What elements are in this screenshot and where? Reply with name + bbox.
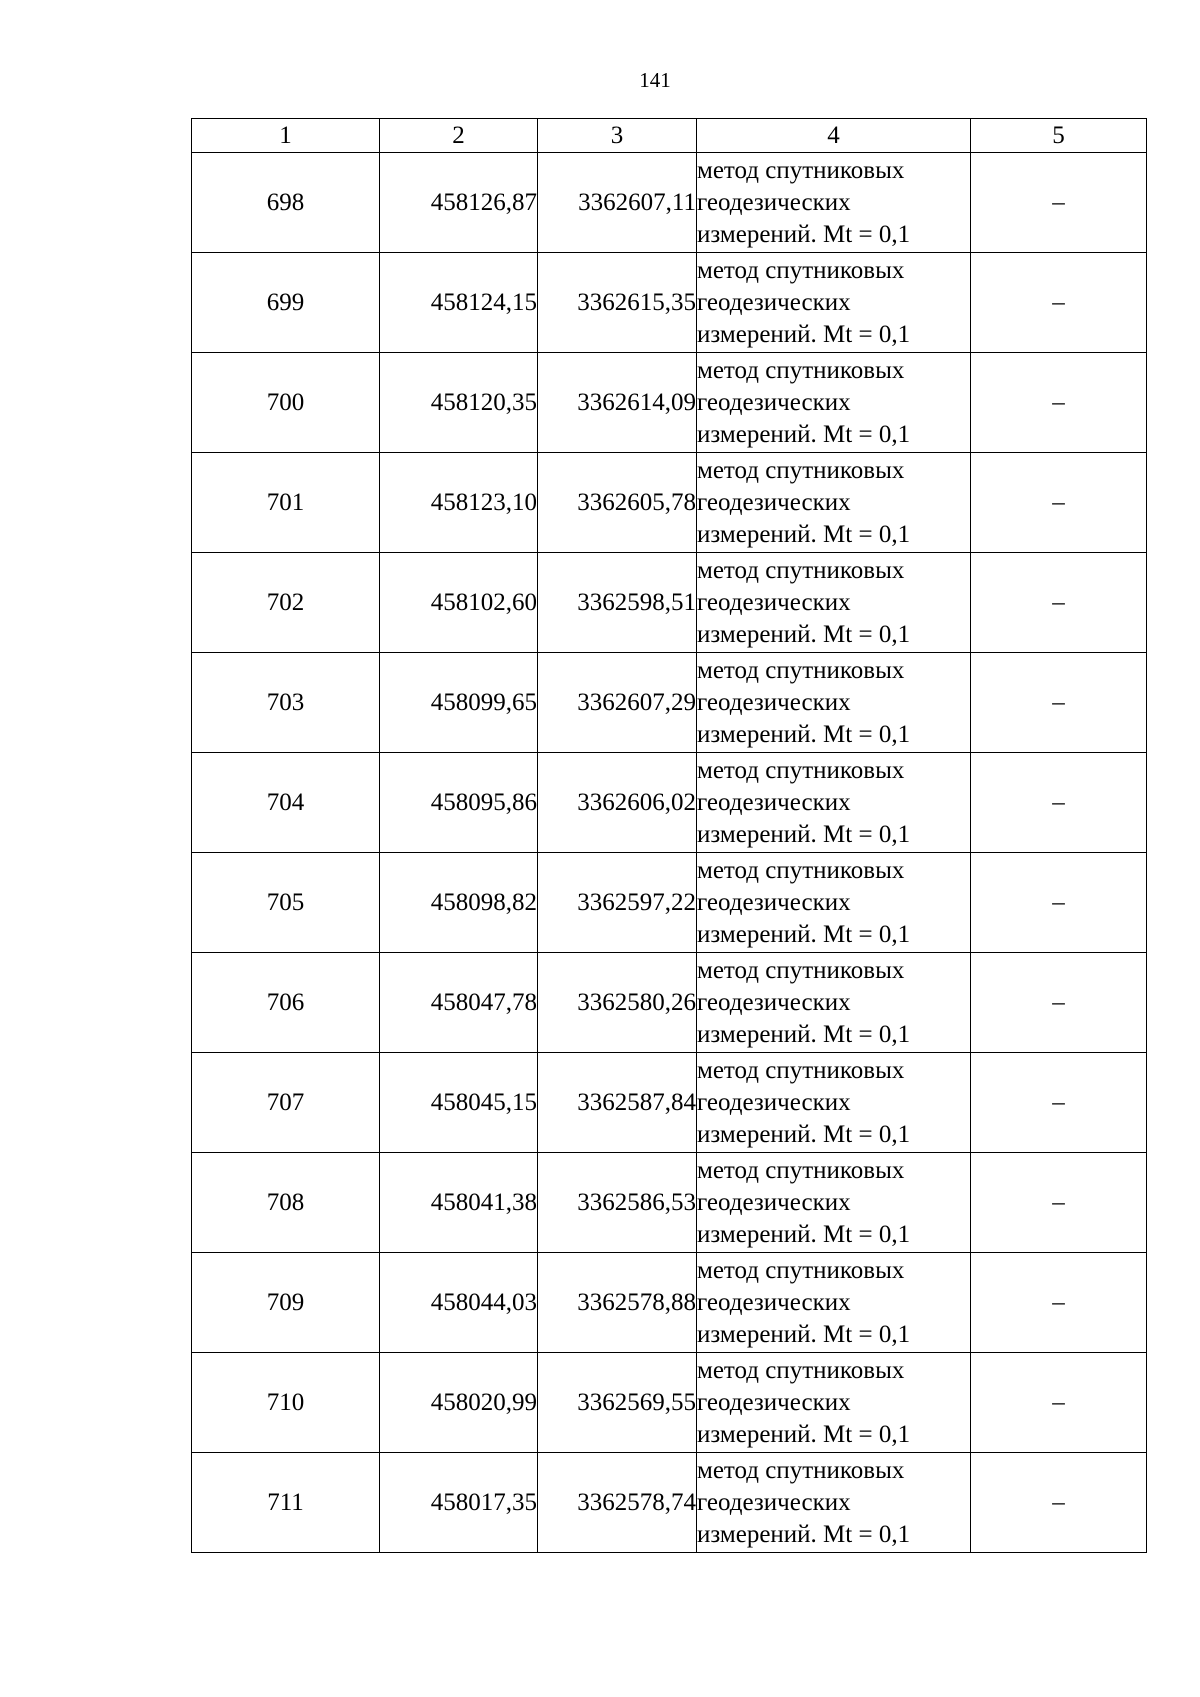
y-coordinate-cell: 3362569,55	[538, 1353, 697, 1453]
method-cell	[697, 453, 971, 553]
column-header-1: 1	[192, 119, 380, 153]
x-coordinate-cell: 458017,35	[380, 1453, 538, 1553]
method-line: метод спутниковых	[697, 556, 905, 584]
method-cell	[697, 1053, 971, 1153]
point-number-cell: 699	[192, 253, 380, 353]
table-body	[192, 153, 1147, 1553]
method-line: измерений. Mt = 0,1	[697, 420, 911, 448]
note-cell: –	[971, 753, 1147, 853]
method-line: измерений. Mt = 0,1	[697, 220, 911, 248]
method-line: метод спутниковых	[697, 356, 905, 384]
method-cell	[697, 853, 971, 953]
method-line: геодезических	[697, 688, 851, 716]
table-row	[192, 853, 1147, 953]
column-header-4: 4	[697, 119, 971, 153]
header-row	[192, 119, 1147, 153]
method-line: измерений. Mt = 0,1	[697, 620, 911, 648]
method-line: измерений. Mt = 0,1	[697, 1220, 911, 1248]
method-cell	[697, 753, 971, 853]
table-row	[192, 453, 1147, 553]
method-line: метод спутниковых	[697, 1056, 905, 1084]
point-number-cell: 709	[192, 1253, 380, 1353]
table-row	[192, 753, 1147, 853]
method-line: геодезических	[697, 188, 851, 216]
method-line: геодезических	[697, 1088, 851, 1116]
method-line: измерений. Mt = 0,1	[697, 1420, 911, 1448]
y-coordinate-cell: 3362598,51	[538, 553, 697, 653]
method-line: метод спутниковых	[697, 456, 905, 484]
method-line: метод спутниковых	[697, 1256, 905, 1284]
point-number-cell: 711	[192, 1453, 380, 1553]
y-coordinate-cell: 3362606,02	[538, 753, 697, 853]
method-line: метод спутниковых	[697, 1456, 905, 1484]
note-cell: –	[971, 1153, 1147, 1253]
table-row	[192, 1153, 1147, 1253]
coordinates-table	[191, 118, 1147, 1553]
point-number-cell: 701	[192, 453, 380, 553]
method-line: геодезических	[697, 488, 851, 516]
method-line: метод спутниковых	[697, 656, 905, 684]
point-number-cell: 707	[192, 1053, 380, 1153]
note-cell: –	[971, 1353, 1147, 1453]
note-cell: –	[971, 353, 1147, 453]
method-cell	[697, 1253, 971, 1353]
method-line: геодезических	[697, 388, 851, 416]
point-number-cell: 702	[192, 553, 380, 653]
method-line: измерений. Mt = 0,1	[697, 720, 911, 748]
method-cell	[697, 353, 971, 453]
note-cell: –	[971, 553, 1147, 653]
point-number-cell: 708	[192, 1153, 380, 1253]
x-coordinate-cell: 458095,86	[380, 753, 538, 853]
column-header-3: 3	[538, 119, 697, 153]
method-line: геодезических	[697, 1188, 851, 1216]
method-line: измерений. Mt = 0,1	[697, 1520, 911, 1548]
table-row	[192, 1453, 1147, 1553]
x-coordinate-cell: 458102,60	[380, 553, 538, 653]
table-row	[192, 553, 1147, 653]
point-number-cell: 705	[192, 853, 380, 953]
y-coordinate-cell: 3362587,84	[538, 1053, 697, 1153]
method-line: геодезических	[697, 588, 851, 616]
note-cell: –	[971, 453, 1147, 553]
method-line: геодезических	[697, 788, 851, 816]
x-coordinate-cell: 458120,35	[380, 353, 538, 453]
method-line: геодезических	[697, 1288, 851, 1316]
method-line: измерений. Mt = 0,1	[697, 1120, 911, 1148]
note-cell: –	[971, 253, 1147, 353]
method-line: метод спутниковых	[697, 856, 905, 884]
y-coordinate-cell: 3362586,53	[538, 1153, 697, 1253]
column-header-2: 2	[380, 119, 538, 153]
table-row	[192, 1353, 1147, 1453]
x-coordinate-cell: 458047,78	[380, 953, 538, 1053]
y-coordinate-cell: 3362597,22	[538, 853, 697, 953]
y-coordinate-cell: 3362605,78	[538, 453, 697, 553]
method-line: геодезических	[697, 888, 851, 916]
method-line: измерений. Mt = 0,1	[697, 520, 911, 548]
method-line: измерений. Mt = 0,1	[697, 820, 911, 848]
y-coordinate-cell: 3362607,11	[538, 153, 697, 253]
page-number: 141	[639, 68, 671, 92]
point-number-cell: 704	[192, 753, 380, 853]
column-header-5: 5	[971, 119, 1147, 153]
method-line: измерений. Mt = 0,1	[697, 320, 911, 348]
method-line: метод спутниковых	[697, 256, 905, 284]
table-row	[192, 153, 1147, 253]
note-cell: –	[971, 1453, 1147, 1553]
method-cell	[697, 653, 971, 753]
y-coordinate-cell: 3362614,09	[538, 353, 697, 453]
method-line: геодезических	[697, 288, 851, 316]
method-cell	[697, 153, 971, 253]
point-number-cell: 710	[192, 1353, 380, 1453]
note-cell: –	[971, 1253, 1147, 1353]
method-line: измерений. Mt = 0,1	[697, 1320, 911, 1348]
note-cell: –	[971, 653, 1147, 753]
method-cell	[697, 1353, 971, 1453]
point-number-cell: 700	[192, 353, 380, 453]
x-coordinate-cell: 458124,15	[380, 253, 538, 353]
point-number-cell: 703	[192, 653, 380, 753]
x-coordinate-cell: 458123,10	[380, 453, 538, 553]
y-coordinate-cell: 3362615,35	[538, 253, 697, 353]
point-number-cell: 706	[192, 953, 380, 1053]
method-line: геодезических	[697, 988, 851, 1016]
method-cell	[697, 1453, 971, 1553]
y-coordinate-cell: 3362580,26	[538, 953, 697, 1053]
method-cell	[697, 1153, 971, 1253]
x-coordinate-cell: 458126,87	[380, 153, 538, 253]
y-coordinate-cell: 3362607,29	[538, 653, 697, 753]
method-line: метод спутниковых	[697, 756, 905, 784]
method-line: геодезических	[697, 1488, 851, 1516]
method-cell	[697, 553, 971, 653]
table-row	[192, 1253, 1147, 1353]
table-row	[192, 1053, 1147, 1153]
y-coordinate-cell: 3362578,88	[538, 1253, 697, 1353]
method-line: геодезических	[697, 1388, 851, 1416]
x-coordinate-cell: 458098,82	[380, 853, 538, 953]
method-line: измерений. Mt = 0,1	[697, 920, 911, 948]
y-coordinate-cell: 3362578,74	[538, 1453, 697, 1553]
note-cell: –	[971, 153, 1147, 253]
x-coordinate-cell: 458045,15	[380, 1053, 538, 1153]
method-line: метод спутниковых	[697, 156, 905, 184]
x-coordinate-cell: 458044,03	[380, 1253, 538, 1353]
table-row	[192, 253, 1147, 353]
note-cell: –	[971, 1053, 1147, 1153]
x-coordinate-cell: 458099,65	[380, 653, 538, 753]
method-line: измерений. Mt = 0,1	[697, 1020, 911, 1048]
method-cell	[697, 953, 971, 1053]
method-line: метод спутниковых	[697, 1356, 905, 1384]
table-row	[192, 953, 1147, 1053]
table-header	[192, 119, 1147, 153]
table-row	[192, 653, 1147, 753]
method-line: метод спутниковых	[697, 956, 905, 984]
note-cell: –	[971, 853, 1147, 953]
x-coordinate-cell: 458041,38	[380, 1153, 538, 1253]
x-coordinate-cell: 458020,99	[380, 1353, 538, 1453]
table-row	[192, 353, 1147, 453]
method-cell	[697, 253, 971, 353]
note-cell: –	[971, 953, 1147, 1053]
method-line: метод спутниковых	[697, 1156, 905, 1184]
point-number-cell: 698	[192, 153, 380, 253]
